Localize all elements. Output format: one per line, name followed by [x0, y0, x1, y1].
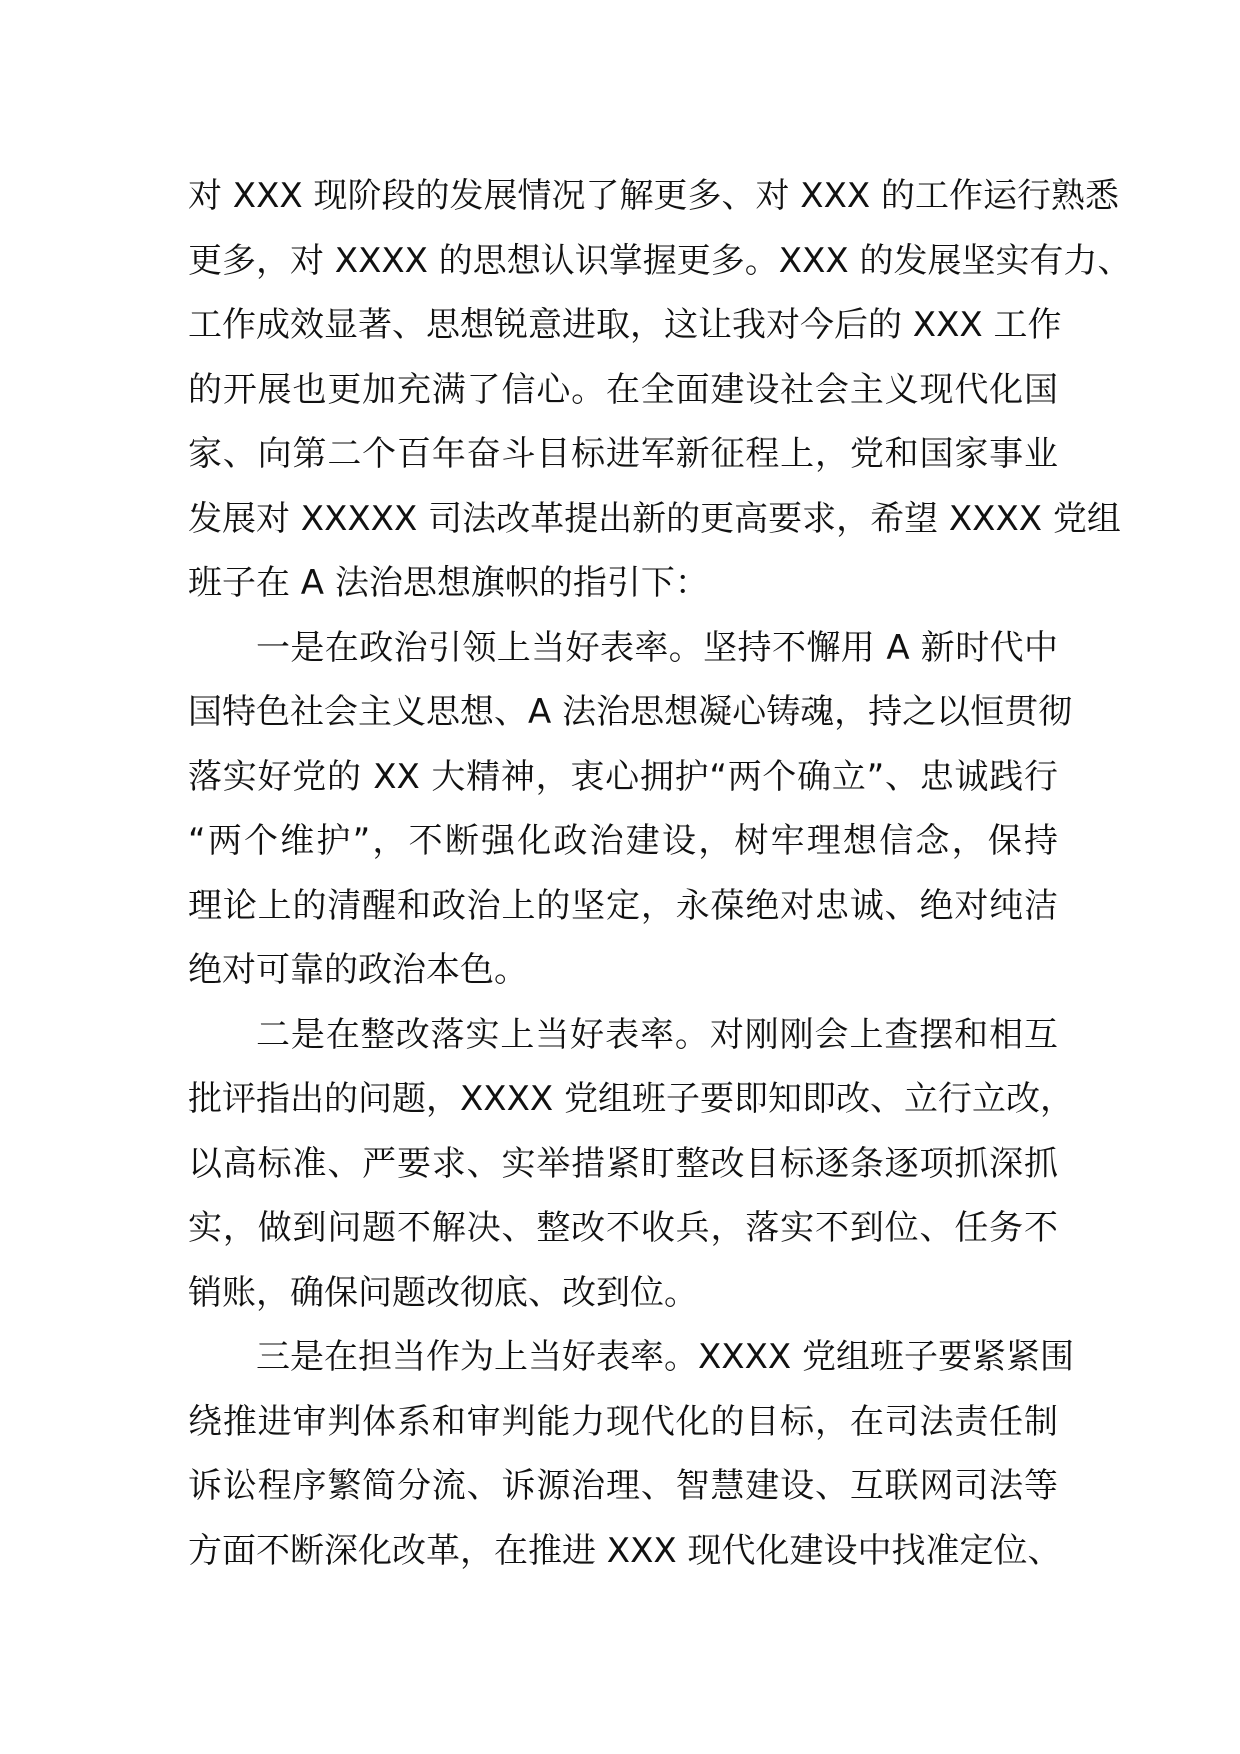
text-line: “两个维护”，不断强化政治建设，树牢理想信念，保持	[188, 821, 1058, 861]
text-line: 以高标准、严要求、实举措紧盯整改目标逐条逐项抓深抓	[188, 1143, 1058, 1184]
text-line: 批评指出的问题，XXXX 党组班子要即知即改、立行立改，	[188, 1079, 1074, 1119]
paragraph-first-line: 二是在整改落实上当好表率。对刚刚会上查摆和相互	[256, 1014, 1058, 1055]
text-line: 落实好党的 XX 大精神，衷心拥护“两个确立”、忠诚践行	[188, 756, 1058, 797]
text-line: 国特色社会主义思想、A 法治思想凝心铸魂，持之以恒贯彻	[188, 692, 1073, 732]
document-body	[188, 164, 1132, 1583]
text-line: 销账，确保问题改彻底、改到位。	[188, 1272, 698, 1313]
text-line: 绝对可靠的政治本色。	[188, 950, 528, 990]
text-line: 实，做到问题不解决、整改不收兵，落实不到位、任务不	[188, 1208, 1058, 1248]
text-line: 发展对 XXXXX 司法改革提出新的更高要求，希望 XXXX 党组	[188, 498, 1121, 539]
paragraph-first-line: 一是在政治引领上当好表率。坚持不懈用 A 新时代中	[256, 627, 1058, 668]
text-line: 更多，对 XXXX 的思想认识掌握更多。XXX 的发展坚实有力、	[188, 240, 1132, 281]
paragraph-first-line: 三是在担当作为上当好表率。XXXX 党组班子要紧紧围	[256, 1337, 1074, 1377]
text-line: 工作成效显著、思想锐意进取，这让我对今后的 XXX 工作	[188, 305, 1062, 345]
text-line: 家、向第二个百年奋斗目标进军新征程上，党和国家事业	[188, 434, 1058, 474]
text-line: 绕推进审判体系和审判能力现代化的目标，在司法责任制	[188, 1401, 1058, 1442]
text-line: 诉讼程序繁简分流、诉源治理、智慧建设、互联网司法等	[188, 1466, 1058, 1506]
text-line: 对 XXX 现阶段的发展情况了解更多、对 XXX 的工作运行熟悉	[188, 176, 1119, 216]
text-line: 班子在 A 法治思想旗帜的指引下：	[188, 563, 709, 603]
text-line: 的开展也更加充满了信心。在全面建设社会主义现代化国	[188, 369, 1058, 410]
text-line: 理论上的清醒和政治上的坚定，永葆绝对忠诚、绝对纯洁	[188, 885, 1058, 926]
text-line: 方面不断深化改革，在推进 XXX 现代化建设中找准定位、	[188, 1530, 1062, 1571]
